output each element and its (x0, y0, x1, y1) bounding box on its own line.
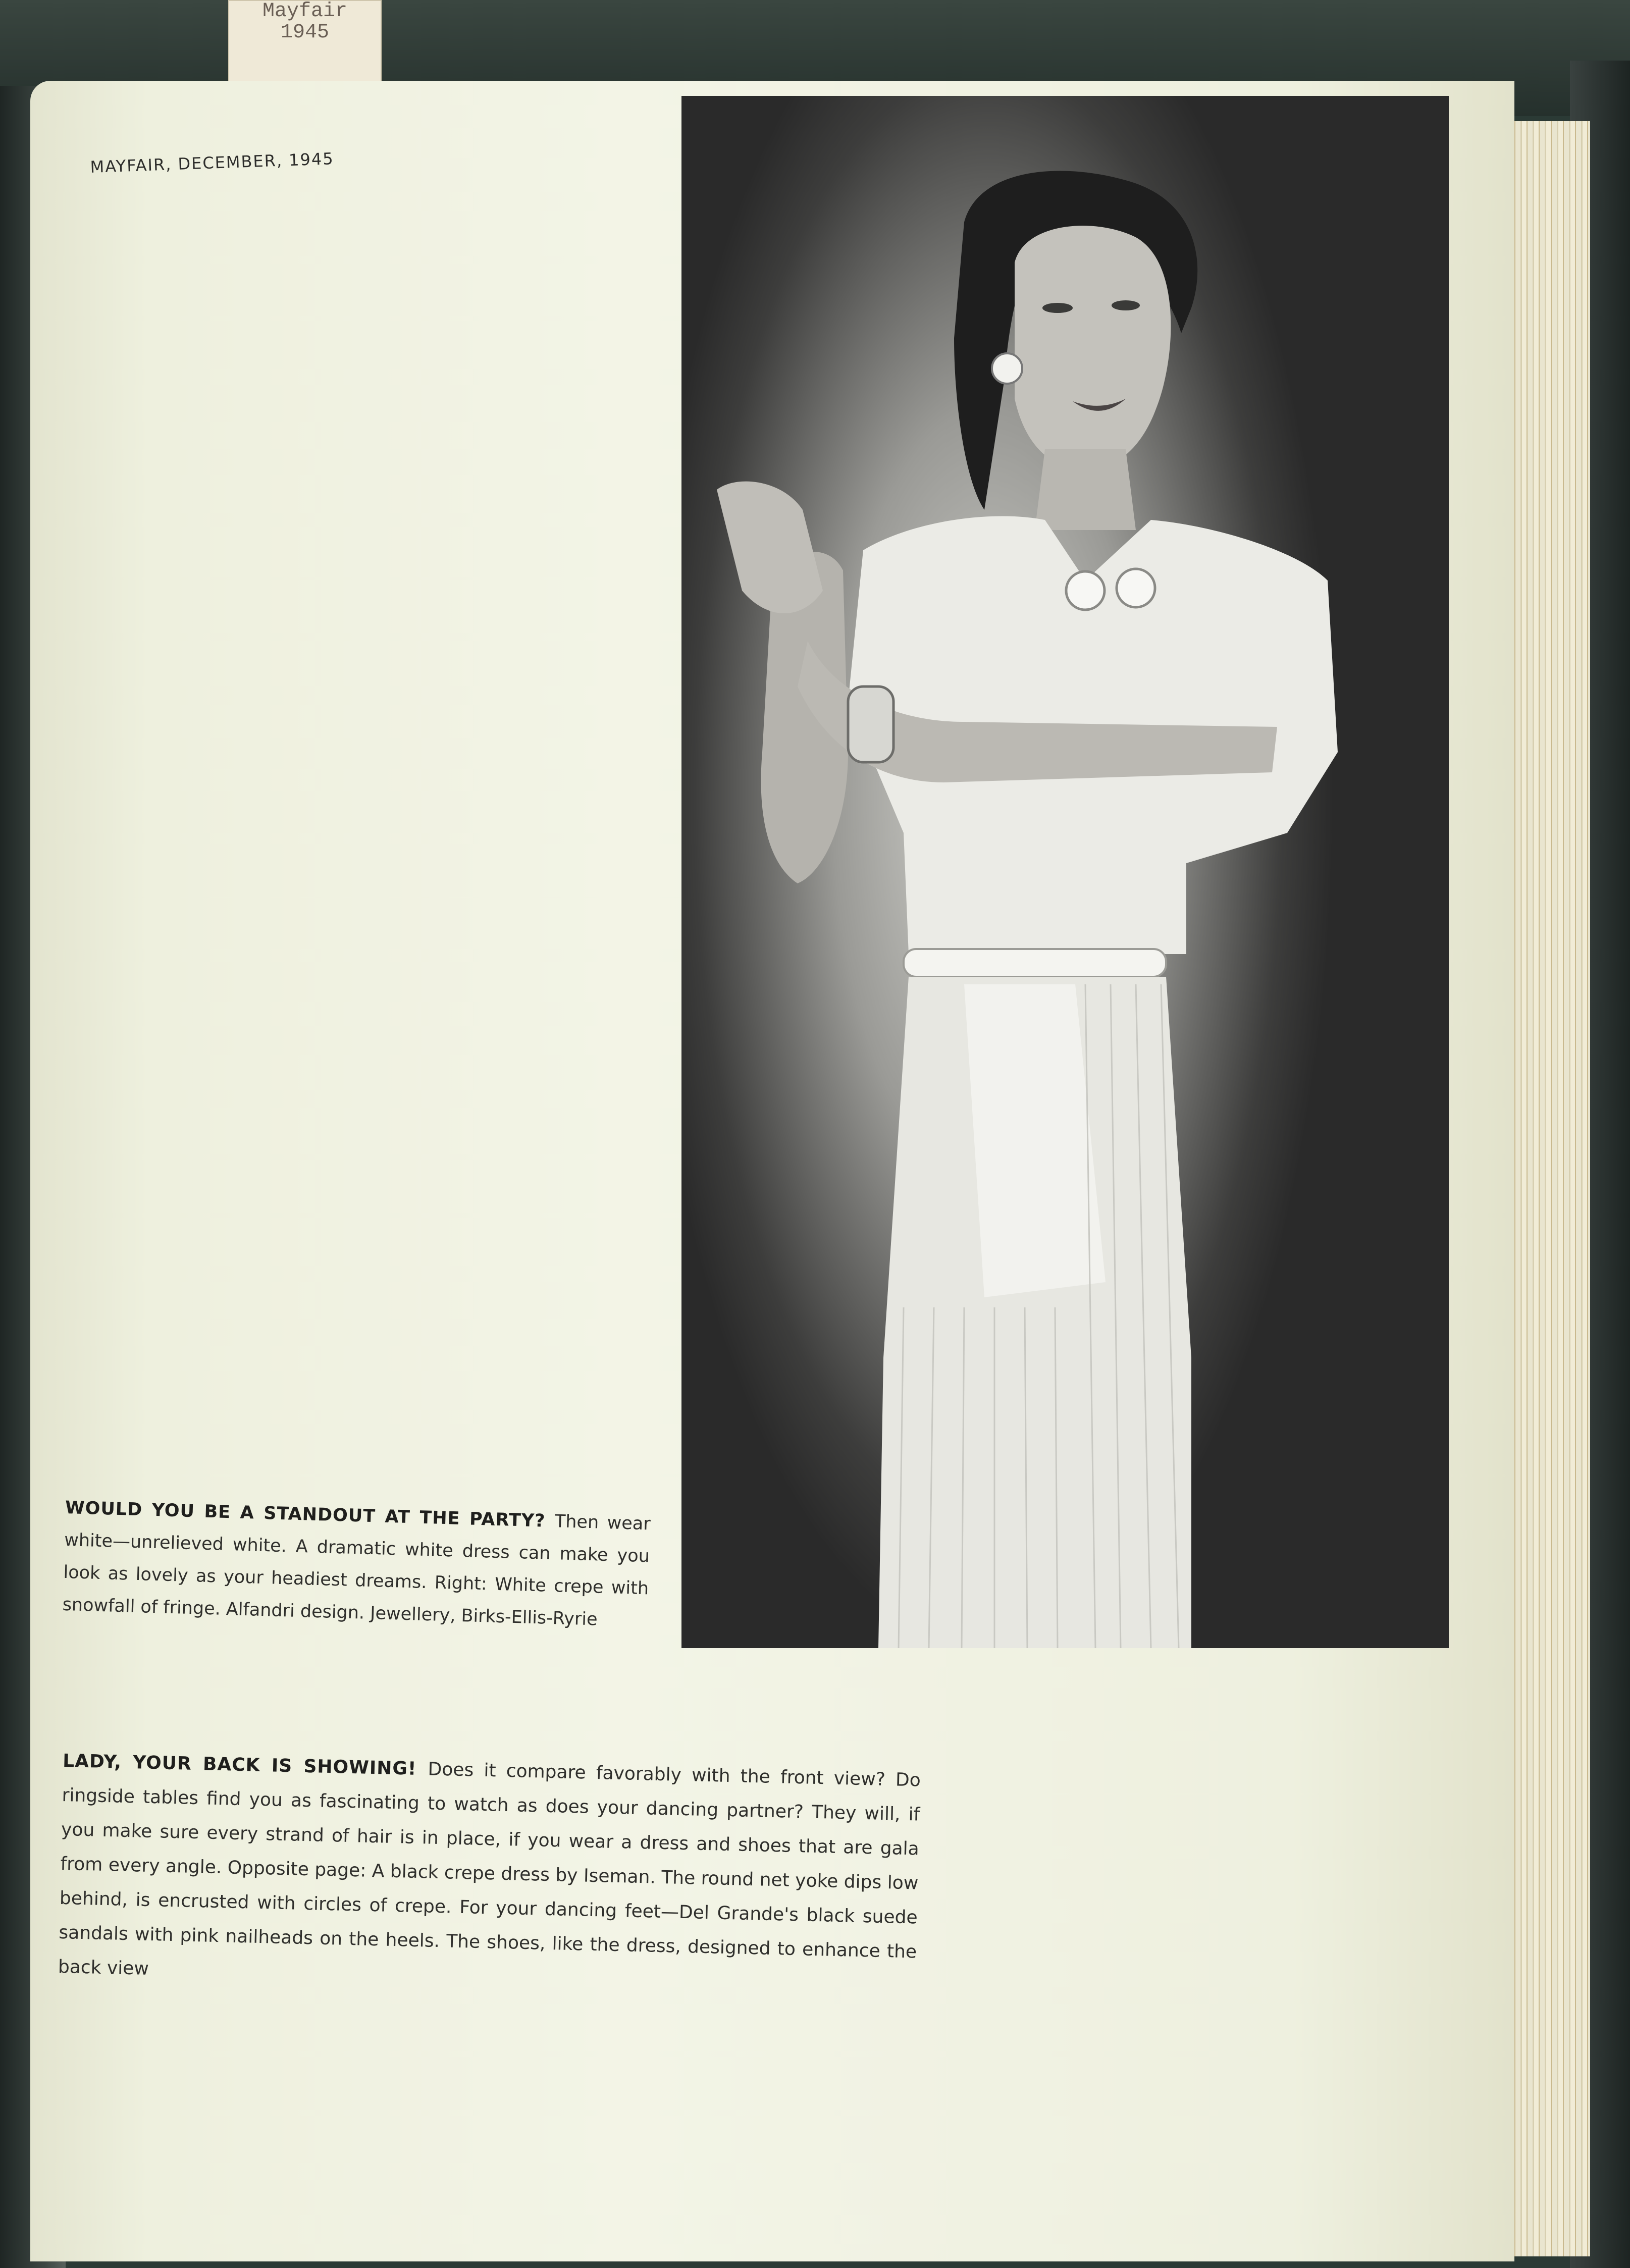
left-eye (1042, 303, 1073, 313)
caption-back-showing (58, 1744, 921, 2003)
neck-shape (1035, 449, 1136, 530)
hands-shape (717, 482, 823, 613)
caption-standout (62, 1492, 651, 1637)
caption-standout-heading: WOULD YOU BE A STANDOUT AT THE PARTY? (65, 1497, 555, 1532)
caption-standout-body: Then wear white—unrelieved white. A dramatic white dress can make you look as lovely as your headiest dreams. Right: White crepe with snowfall of fringe. Alfandri design. Jewellery, Birks-Ellis-Ryrie (62, 1511, 651, 1630)
earring-icon (992, 353, 1022, 384)
catalog-tag-year: 1945 (280, 21, 329, 44)
brooch-left-icon (1066, 571, 1105, 610)
catalog-tag (228, 0, 382, 83)
bracelet-icon (848, 687, 893, 762)
belt-shape (904, 949, 1166, 977)
running-header: MAYFAIR, DECEMBER, 1945 (90, 149, 335, 177)
right-eye (1112, 300, 1140, 310)
catalog-tag-title: Mayfair (262, 0, 348, 23)
face-shape (1015, 226, 1171, 469)
fashion-photograph (681, 96, 1449, 1648)
caption-back-heading: LADY, YOUR BACK IS SHOWING! (62, 1750, 429, 1780)
model-illustration (681, 96, 1449, 1648)
brooch-right-icon (1117, 569, 1155, 607)
caption-back-body: Does it compare favorably with the front view? Do ringside tables find you as fascinating to watch as does your dancing partner? They will, if you make sure every strand of hair is in place, if you wear a dress and shoes that are gala from every angle. Opposite page: A black crepe dress by Iseman. The round net yoke dips low behind, is encrusted with circles of crepe. For your dancing feet—Del Grande's black suede sandals with pink nailheads on the heels. The shoes, like the dress, designed to enhance the back view (58, 1759, 921, 1979)
